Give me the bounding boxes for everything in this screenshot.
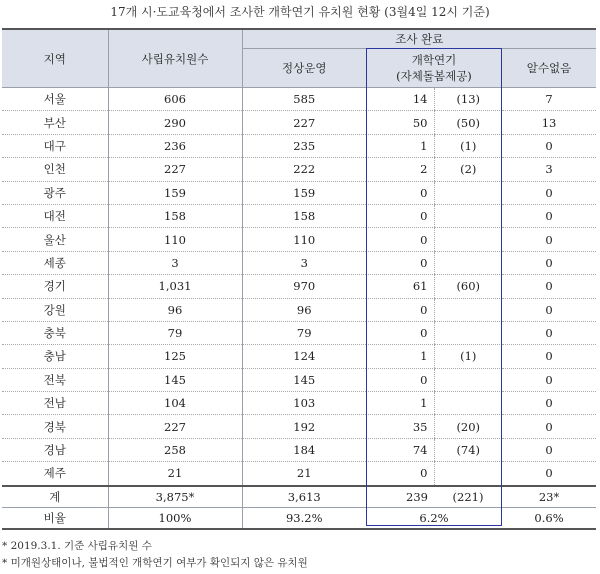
cell-region: 대전 bbox=[2, 204, 108, 227]
table-row bbox=[2, 275, 596, 298]
sum-total: 3,875* bbox=[108, 486, 242, 508]
cell-region: 경남 bbox=[2, 438, 108, 461]
cell-care bbox=[434, 228, 502, 251]
table-row bbox=[2, 134, 596, 157]
cell-normal: 227 bbox=[242, 111, 366, 134]
sum-row bbox=[2, 486, 596, 508]
cell-region: 경북 bbox=[2, 415, 108, 438]
cell-unknown: 0 bbox=[502, 181, 596, 204]
cell-region: 강원 bbox=[2, 298, 108, 321]
cell-normal: 184 bbox=[242, 438, 366, 461]
cell-unknown: 0 bbox=[502, 251, 596, 274]
table-row bbox=[2, 368, 596, 391]
cell-region: 세종 bbox=[2, 251, 108, 274]
cell-total: 159 bbox=[108, 181, 242, 204]
cell-care: (1) bbox=[434, 134, 502, 157]
cell-care bbox=[434, 204, 502, 227]
cell-region: 부산 bbox=[2, 111, 108, 134]
cell-normal: 96 bbox=[242, 298, 366, 321]
cell-postpone: 14 bbox=[366, 88, 434, 111]
cell-care bbox=[434, 298, 502, 321]
cell-postpone: 50 bbox=[366, 111, 434, 134]
header-postpone bbox=[366, 49, 502, 88]
cell-region: 울산 bbox=[2, 228, 108, 251]
cell-care: (2) bbox=[434, 158, 502, 181]
cell-postpone: 1 bbox=[366, 392, 434, 415]
cell-postpone: 0 bbox=[366, 368, 434, 391]
cell-postpone: 35 bbox=[366, 415, 434, 438]
cell-unknown: 0 bbox=[502, 345, 596, 368]
cell-region: 충북 bbox=[2, 321, 108, 344]
ratio-total: 100% bbox=[108, 507, 242, 529]
cell-postpone: 2 bbox=[366, 158, 434, 181]
cell-postpone: 0 bbox=[366, 298, 434, 321]
cell-unknown: 0 bbox=[502, 298, 596, 321]
footnote: * 미개원상태이나, 불법적인 개학연기 여부가 확인되지 않은 유치원 bbox=[2, 557, 308, 569]
cell-care: (74) bbox=[434, 438, 502, 461]
cell-total: 79 bbox=[108, 321, 242, 344]
cell-care: (50) bbox=[434, 111, 502, 134]
cell-postpone: 0 bbox=[366, 462, 434, 486]
table-row bbox=[2, 181, 596, 204]
cell-unknown: 0 bbox=[502, 321, 596, 344]
cell-unknown: 3 bbox=[502, 158, 596, 181]
cell-normal: 79 bbox=[242, 321, 366, 344]
footnotes bbox=[2, 538, 308, 572]
sum-care: (221) bbox=[434, 486, 502, 508]
cell-total: 125 bbox=[108, 345, 242, 368]
cell-total: 3 bbox=[108, 251, 242, 274]
cell-unknown: 0 bbox=[502, 392, 596, 415]
cell-total: 104 bbox=[108, 392, 242, 415]
cell-region: 경기 bbox=[2, 275, 108, 298]
ratio-normal: 93.2% bbox=[242, 507, 366, 529]
cell-unknown: 0 bbox=[502, 275, 596, 298]
cell-region: 서울 bbox=[2, 88, 108, 111]
cell-total: 258 bbox=[108, 438, 242, 461]
cell-total: 1,031 bbox=[108, 275, 242, 298]
cell-total: 96 bbox=[108, 298, 242, 321]
table-row bbox=[2, 462, 596, 486]
table-row bbox=[2, 321, 596, 344]
ratio-region: 비율 bbox=[2, 507, 108, 529]
cell-total: 290 bbox=[108, 111, 242, 134]
cell-total: 227 bbox=[108, 415, 242, 438]
ratio-unknown: 0.6% bbox=[502, 507, 596, 529]
table-row bbox=[2, 438, 596, 461]
cell-region: 제주 bbox=[2, 462, 108, 486]
cell-normal: 970 bbox=[242, 275, 366, 298]
cell-postpone: 0 bbox=[366, 228, 434, 251]
cell-care: (20) bbox=[434, 415, 502, 438]
cell-normal: 235 bbox=[242, 134, 366, 157]
cell-total: 145 bbox=[108, 368, 242, 391]
cell-unknown: 0 bbox=[502, 462, 596, 486]
cell-unknown: 0 bbox=[502, 228, 596, 251]
table-row bbox=[2, 111, 596, 134]
cell-unknown: 13 bbox=[502, 111, 596, 134]
table-row bbox=[2, 345, 596, 368]
cell-region: 인천 bbox=[2, 158, 108, 181]
cell-care bbox=[434, 251, 502, 274]
cell-total: 236 bbox=[108, 134, 242, 157]
table-row bbox=[2, 204, 596, 227]
header-survey-done: 조사 완료 bbox=[242, 29, 596, 49]
cell-total: 158 bbox=[108, 204, 242, 227]
cell-postpone: 0 bbox=[366, 181, 434, 204]
cell-postpone: 61 bbox=[366, 275, 434, 298]
cell-total: 227 bbox=[108, 158, 242, 181]
cell-region: 충남 bbox=[2, 345, 108, 368]
header-total: 사립유치원수 bbox=[108, 29, 242, 88]
cell-unknown: 0 bbox=[502, 134, 596, 157]
cell-unknown: 0 bbox=[502, 204, 596, 227]
header-postpone-sub: (자체돌봄제공) bbox=[396, 69, 472, 83]
cell-normal: 159 bbox=[242, 181, 366, 204]
cell-care bbox=[434, 368, 502, 391]
cell-total: 606 bbox=[108, 88, 242, 111]
cell-unknown: 0 bbox=[502, 368, 596, 391]
cell-postpone: 1 bbox=[366, 345, 434, 368]
cell-care bbox=[434, 462, 502, 486]
ratio-postpone: 6.2% bbox=[366, 507, 502, 529]
cell-unknown: 0 bbox=[502, 415, 596, 438]
header-normal: 정상운영 bbox=[242, 49, 366, 88]
cell-region: 대구 bbox=[2, 134, 108, 157]
table-title: 17개 시·도교육청에서 조사한 개학연기 유치원 현황 (3월4일 12시 기준) bbox=[110, 5, 490, 19]
cell-normal: 585 bbox=[242, 88, 366, 111]
cell-normal: 21 bbox=[242, 462, 366, 486]
ratio-row bbox=[2, 507, 596, 529]
header-unknown: 알수없음 bbox=[502, 49, 596, 88]
footnote: * 2019.3.1. 기준 사립유치원 수 bbox=[2, 540, 152, 552]
cell-region: 전북 bbox=[2, 368, 108, 391]
sum-normal: 3,613 bbox=[242, 486, 366, 508]
cell-normal: 103 bbox=[242, 392, 366, 415]
cell-normal: 158 bbox=[242, 204, 366, 227]
table-row bbox=[2, 298, 596, 321]
table-row bbox=[2, 392, 596, 415]
cell-normal: 124 bbox=[242, 345, 366, 368]
cell-postpone: 0 bbox=[366, 204, 434, 227]
table-row bbox=[2, 228, 596, 251]
sum-unknown: 23* bbox=[502, 486, 596, 508]
cell-care bbox=[434, 321, 502, 344]
cell-postpone: 1 bbox=[366, 134, 434, 157]
table-row bbox=[2, 88, 596, 111]
cell-normal: 110 bbox=[242, 228, 366, 251]
cell-postpone: 0 bbox=[366, 321, 434, 344]
cell-care bbox=[434, 392, 502, 415]
cell-care: (13) bbox=[434, 88, 502, 111]
sum-region: 계 bbox=[2, 486, 108, 508]
cell-normal: 145 bbox=[242, 368, 366, 391]
cell-unknown: 7 bbox=[502, 88, 596, 111]
sum-postpone: 239 bbox=[366, 486, 434, 508]
cell-care bbox=[434, 181, 502, 204]
cell-unknown: 0 bbox=[502, 438, 596, 461]
cell-total: 110 bbox=[108, 228, 242, 251]
cell-postpone: 74 bbox=[366, 438, 434, 461]
table-row bbox=[2, 251, 596, 274]
cell-normal: 3 bbox=[242, 251, 366, 274]
cell-region: 전남 bbox=[2, 392, 108, 415]
cell-region: 광주 bbox=[2, 181, 108, 204]
header-postpone-label: 개학연기 bbox=[411, 53, 457, 67]
cell-normal: 222 bbox=[242, 158, 366, 181]
cell-care: (1) bbox=[434, 345, 502, 368]
table-row bbox=[2, 158, 596, 181]
cell-care: (60) bbox=[434, 275, 502, 298]
header-region: 지역 bbox=[2, 29, 108, 88]
cell-postpone: 0 bbox=[366, 251, 434, 274]
kindergarten-table bbox=[2, 28, 596, 530]
table-row bbox=[2, 415, 596, 438]
cell-total: 21 bbox=[108, 462, 242, 486]
cell-normal: 192 bbox=[242, 415, 366, 438]
